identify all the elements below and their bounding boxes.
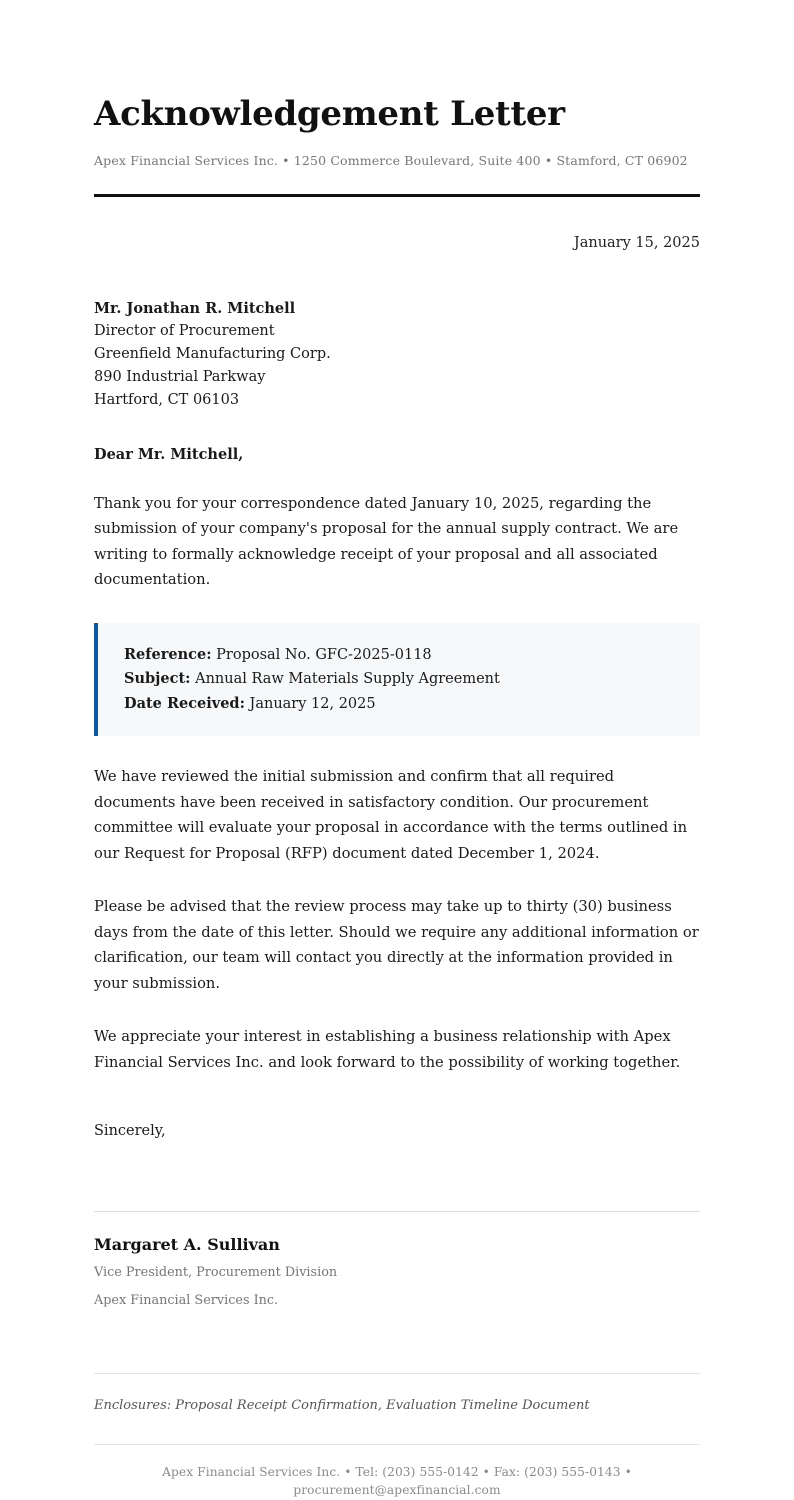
date-received-label: Date Received: bbox=[124, 694, 245, 712]
enclosures-divider bbox=[94, 1373, 700, 1374]
recipient-name: Mr. Jonathan R. Mitchell bbox=[94, 299, 296, 317]
subject-value: Annual Raw Materials Supply Agreement bbox=[195, 671, 500, 688]
page-title: Acknowledgement Letter bbox=[94, 94, 565, 134]
reference-value: Proposal No. GFC-2025-0118 bbox=[216, 646, 432, 663]
body-paragraph-3: Please be advised that the review process may take up to thirty (30) business days from the date of this letter. Should we require any additional information or clarification, our team will contact you directly at the information provided in your submission. bbox=[94, 898, 699, 992]
recipient-company: Greenfield Manufacturing Corp. bbox=[94, 345, 331, 362]
signature-block bbox=[94, 1234, 700, 1313]
header-divider bbox=[94, 194, 700, 197]
body-paragraph-4: We appreciate your interest in establishing a business relationship with Apex Financial Services Inc. and look forward to the possibility of working together. bbox=[94, 1028, 681, 1071]
signature-divider bbox=[94, 1211, 700, 1212]
date-received-value: January 12, 2025 bbox=[249, 695, 376, 712]
signer-title: Vice President, Procurement Division bbox=[94, 1264, 338, 1280]
reference-row-subject bbox=[124, 667, 676, 692]
reference-label: Reference: bbox=[124, 645, 212, 663]
recipient-address-block bbox=[94, 297, 700, 412]
recipient-title: Director of Procurement bbox=[94, 322, 275, 339]
signer-company: Apex Financial Services Inc. bbox=[94, 1293, 279, 1309]
letterhead bbox=[94, 95, 700, 197]
recipient-city-state-zip: Hartford, CT 06103 bbox=[94, 391, 240, 408]
closing-salutation: Sincerely, bbox=[94, 1123, 166, 1140]
organization-address-line: Apex Financial Services Inc. • 1250 Commerce Boulevard, Suite 400 • Stamford, CT 06902 bbox=[94, 153, 688, 169]
reference-details-box bbox=[94, 623, 700, 737]
signer-name: Margaret A. Sullivan bbox=[94, 1235, 280, 1255]
subject-label: Subject: bbox=[124, 670, 191, 688]
reference-row-date-received bbox=[124, 692, 676, 717]
body-paragraph-2: We have reviewed the initial submission and confirm that all required documents have been received in satisfactory condition. Our procurement committee will evaluate your proposal in accordance with the terms outlined in our Request for Proposal (RFP) document dated December 1, 2024. bbox=[94, 768, 688, 862]
letter-date: January 15, 2025 bbox=[573, 234, 700, 251]
reference-row-reference bbox=[124, 643, 676, 668]
salutation: Dear Mr. Mitchell, bbox=[94, 445, 244, 463]
footer-divider bbox=[94, 1444, 700, 1445]
footer-contact-line: Apex Financial Services Inc. • Tel: (203) 555-0142 • Fax: (203) 555-0143 • procurement@apexfinancial.com bbox=[162, 1464, 632, 1498]
recipient-street: 890 Industrial Parkway bbox=[94, 368, 266, 385]
body-paragraph-1: Thank you for your correspondence dated January 10, 2025, regarding the submission of your company's proposal for the annual supply contract. We are writing to formally acknowledge receipt of your proposal and all associated documentation. bbox=[94, 494, 679, 589]
enclosures-line: Enclosures: Proposal Receipt Confirmation, Evaluation Timeline Document bbox=[94, 1398, 590, 1414]
